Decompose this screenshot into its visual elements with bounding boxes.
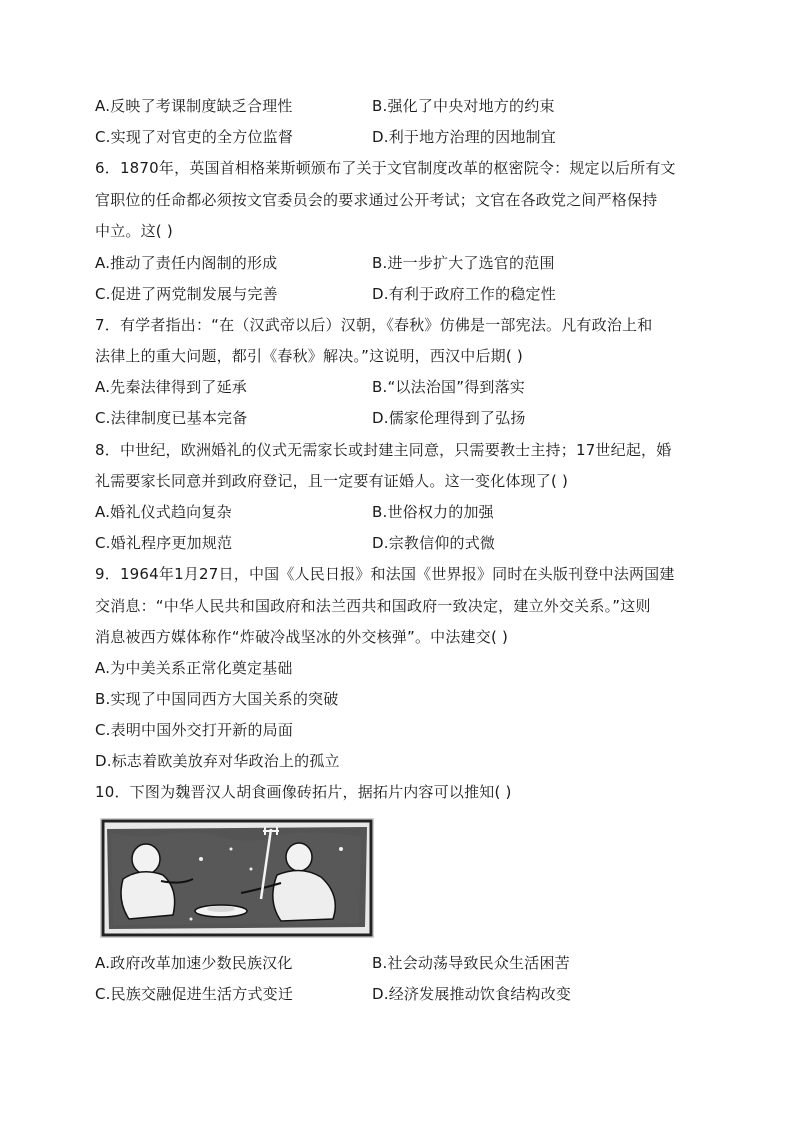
q5-option-b: B.强化了中央对地方的约束 xyxy=(372,97,555,115)
q6-stem-line-1: 6．1870年，英国首相格莱斯顿颁布了关于文官制度改革的枢密院令：规定以后所有文 xyxy=(95,159,676,177)
q7-option-a: A.先秦法律得到了延承 xyxy=(95,378,247,396)
q6-option-c: C.促进了两党制发展与完善 xyxy=(95,285,278,303)
q5-option-a: A.反映了考课制度缺乏合理性 xyxy=(95,97,293,115)
q8-option-a: A.婚礼仪式趋向复杂 xyxy=(95,503,232,521)
q7-option-b: B.“以法治国”得到落实 xyxy=(372,378,526,396)
q10-option-b: B.社会动荡导致民众生活困苦 xyxy=(372,954,570,972)
q10-option-a: A.政府改革加速少数民族汉化 xyxy=(95,954,293,972)
q6-option-d: D.有利于政府工作的稳定性 xyxy=(372,285,556,303)
q9-option-d: D.标志着欧美放弃对华政治上的孤立 xyxy=(95,752,340,770)
q8-option-b: B.世俗权力的加强 xyxy=(372,503,494,521)
q9-option-c: C.表明中国外交打开新的局面 xyxy=(95,721,294,739)
q7-stem-line-2: 法律上的重大问题，都引《春秋》解决。”这说明，西汉中后期( ) xyxy=(95,347,523,365)
q9-stem-line-1: 9．1964年1月27日，中国《人民日报》和法国《世界报》同时在头版刊登中法两国建 xyxy=(95,565,675,583)
rubbing-image xyxy=(100,818,374,938)
q10-option-d: D.经济发展推动饮食结构改变 xyxy=(372,985,572,1003)
q9-stem-line-2: 交消息：“中华人民共和国政府和法兰西共和国政府一致决定，建立外交关系。”这则 xyxy=(95,597,651,615)
q6-option-a: A.推动了责任内阁制的形成 xyxy=(95,254,278,272)
q6-stem-line-3: 中立。这( ) xyxy=(95,222,173,240)
q8-option-c: C.婚礼程序更加规范 xyxy=(95,534,233,552)
q8-stem-line-2: 礼需要家长同意并到政府登记，且一定要有证婚人。这一变化体现了( ) xyxy=(95,472,569,490)
brick-rubbing-illustration xyxy=(101,819,373,937)
q6-option-b: B.进一步扩大了选官的范围 xyxy=(372,254,555,272)
q7-option-c: C.法律制度已基本完备 xyxy=(95,409,248,427)
q7-option-d: D.儒家伦理得到了弘扬 xyxy=(372,409,526,427)
q7-stem-line-1: 7．有学者指出：“在（汉武帝以后）汉朝，《春秋》仿佛是一部宪法。凡有政治上和 xyxy=(95,316,653,334)
q10-option-c: C.民族交融促进生活方式变迁 xyxy=(95,985,294,1003)
q5-option-c: C.实现了对官吏的全方位监督 xyxy=(95,128,294,146)
q6-stem-line-2: 官职位的任命都必须按文官委员会的要求通过公开考试；文官在各政党之间严格保持 xyxy=(95,191,658,209)
q5-option-d: D.利于地方治理的因地制宜 xyxy=(372,128,556,146)
q8-option-d: D.宗教信仰的式微 xyxy=(372,534,496,552)
q8-stem-line-1: 8．中世纪，欧洲婚礼的仪式无需家长或封建主同意，只需要教士主持；17世纪起，婚 xyxy=(95,441,672,459)
q9-option-a: A.为中美关系正常化奠定基础 xyxy=(95,659,293,677)
q9-option-b: B.实现了中国同西方大国关系的突破 xyxy=(95,690,339,708)
q9-stem-line-3: 消息被西方媒体称作“炸破冷战坚冰的外交核弹”。中法建交( ) xyxy=(95,628,509,646)
q10-stem-line-1: 10．下图为魏晋汉人胡食画像砖拓片，据拓片内容可以推知( ) xyxy=(95,783,512,801)
